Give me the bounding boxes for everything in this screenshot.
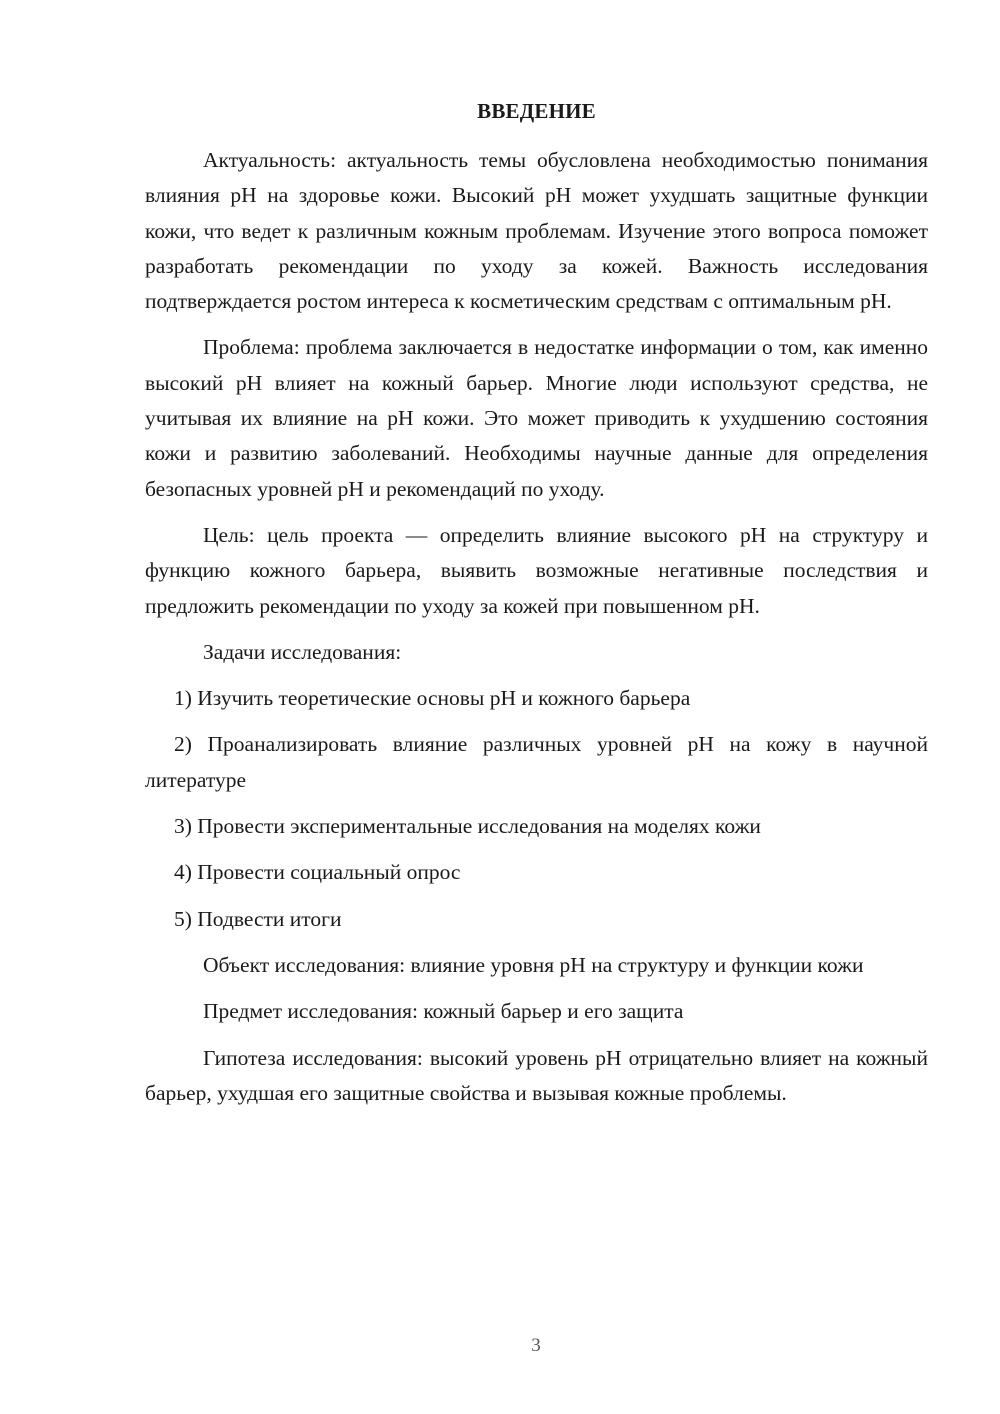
task-item-3: 3) Провести экспериментальные исследования на моделях кожи (174, 814, 761, 839)
relevance-paragraph: Актуальность: актуальность темы обусловлена необходимостью понимания влияния pH на здоровье кожи. Высокий pH может ухудшать защитные функции кожи, что ведет к различным кожным проблемам. Изучение этого вопроса поможет разработать рекомендации по уходу за кожей. Важность исследования подтверждается ростом интереса к косметическим средствам с оптимальным pH. (145, 148, 928, 314)
task-item-2: 2) Проанализировать влияние различных уровней pH на кожу в научной литературе (145, 732, 928, 792)
problem-paragraph: Проблема: проблема заключается в недостатке информации о том, как именно высокий pH влияет на кожный барьер. Многие люди используют средства, не учитывая их влияние на pH кожи. Это может приводить к ухудшению состояния кожи и развитию заболеваний. Необходимы научные данные для определения безопасных уровней pH и рекомендаций по уходу. (145, 335, 928, 501)
goal-paragraph: Цель: цель проекта — определить влияние высокого pH на структуру и функцию кожного барьера, выявить возможные негативные последствия и предложить рекомендации по уходу за кожей при повышенном pH. (145, 522, 928, 618)
tasks-heading: Задачи исследования: (203, 639, 402, 664)
hypothesis-paragraph: Гипотеза исследования: высокий уровень pH отрицательно влияет на кожный барьер, ухудшая его защитные свойства и вызывая кожные проблемы. (145, 1045, 928, 1105)
task-item-5: 5) Подвести итоги (174, 906, 342, 931)
subject-paragraph: Предмет исследования: кожный барьер и его защита (203, 999, 684, 1024)
task-item-1: 1) Изучить теоретические основы pH и кожного барьера (174, 686, 691, 711)
page-number: 3 (531, 1335, 541, 1356)
section-body (145, 143, 928, 1122)
object-paragraph: Объект исследования: влияние уровня pH на структуру и функции кожи (203, 952, 864, 977)
task-item-4: 4) Провести социальный опрос (174, 860, 461, 885)
section-title: ВВЕДЕНИЕ (477, 99, 596, 123)
